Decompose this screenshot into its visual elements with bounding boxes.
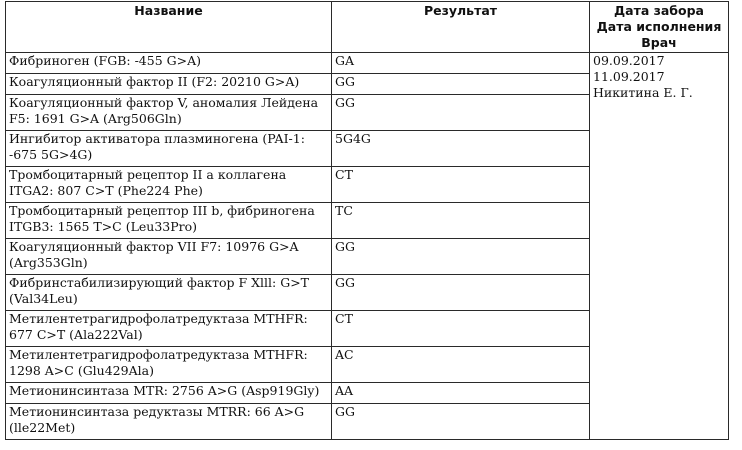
row-name: Метионинсинтаза редуктазы MTRR: 66 A>G (lle22Met) <box>6 404 332 440</box>
completion-date-value: 11.09.2017 <box>593 69 665 84</box>
collection-date-value: 09.09.2017 <box>593 53 665 68</box>
table-row <box>6 53 729 74</box>
row-name: Фибринстабилизирующий фактор F Xlll: G>T (Val34Leu) <box>6 275 332 311</box>
doctor-name-value: Никитина Е. Г. <box>593 85 693 100</box>
info-cell <box>590 53 729 440</box>
genetic-test-results-table <box>5 1 729 440</box>
row-result: 5G4G <box>332 131 590 167</box>
row-result: GG <box>332 239 590 275</box>
column-header-result: Результат <box>332 2 590 53</box>
row-name: Коагуляционный фактор II (F2: 20210 G>A) <box>6 74 332 95</box>
row-result: AA <box>332 383 590 404</box>
row-name: Коагуляционный фактор V, аномалия Лейдена F5: 1691 G>A (Arg506Gln) <box>6 95 332 131</box>
header-completion-date: Дата исполнения <box>596 19 722 34</box>
row-result: CT <box>332 167 590 203</box>
row-result: GG <box>332 275 590 311</box>
row-name: Ингибитор активатора плазминогена (PAI-1: -675 5G>4G) <box>6 131 332 167</box>
row-result: CT <box>332 311 590 347</box>
header-collection-date: Дата забора <box>614 3 704 18</box>
row-name: Фибриноген (FGB: -455 G>A) <box>6 53 332 74</box>
row-name: Метилентетрагидрофолатредуктаза MTHFR: 1298 A>C (Glu429Ala) <box>6 347 332 383</box>
column-header-name: Название <box>6 2 332 53</box>
row-result: GG <box>332 404 590 440</box>
header-doctor: Врач <box>641 35 677 50</box>
row-name: Метионинсинтаза MTR: 2756 A>G (Asp919Gly) <box>6 383 332 404</box>
row-result: GG <box>332 74 590 95</box>
table-header-row <box>6 2 729 53</box>
row-name: Коагуляционный фактор VII F7: 10976 G>A (Arg353Gln) <box>6 239 332 275</box>
row-name: Тромбоцитарный рецептор II а коллагена ITGA2: 807 C>T (Phe224 Phe) <box>6 167 332 203</box>
row-result: AC <box>332 347 590 383</box>
row-result: GA <box>332 53 590 74</box>
row-result: TC <box>332 203 590 239</box>
row-name: Метилентетрагидрофолатредуктаза MTHFR: 677 C>T (Ala222Val) <box>6 311 332 347</box>
results-sheet <box>5 1 728 435</box>
row-result: GG <box>332 95 590 131</box>
row-name: Тромбоцитарный рецептор III b, фибриногена ITGB3: 1565 T>C (Leu33Pro) <box>6 203 332 239</box>
column-header-info <box>590 2 729 53</box>
